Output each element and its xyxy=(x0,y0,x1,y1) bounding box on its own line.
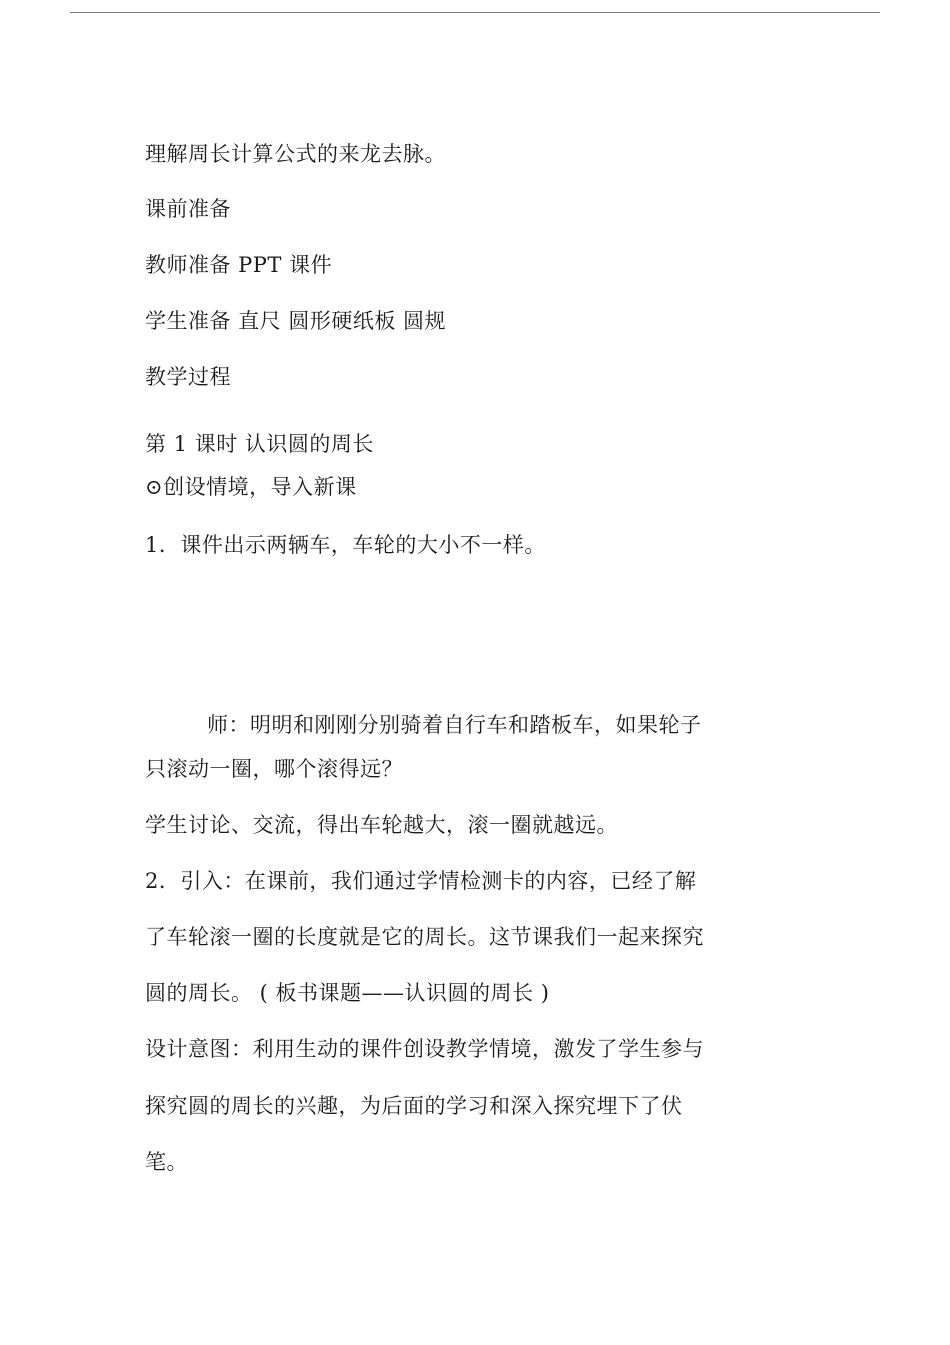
text-line-step-1: 1．课件出示两辆车，车轮的大小不一样。 xyxy=(145,533,546,557)
text-line-design-intent-cont: 探究圆的周长的兴趣，为后面的学习和深入探究埋下了伏 xyxy=(145,1094,683,1118)
text-line-step-2-end: 圆的周长。 ( 板书课题——认识圆的周长 ) xyxy=(145,981,550,1005)
text-line-student-prep: 学生准备 直尺 圆形硬纸板 圆规 xyxy=(145,309,447,333)
text-line-teacher-prep: 教师准备 PPT 课件 xyxy=(145,253,333,277)
text-line-teacher-question-cont: 只滚动一圈，哪个滚得远？ xyxy=(145,757,403,781)
text-line-design-intent: 设计意图：利用生动的课件创设教学情境，激发了学生参与 xyxy=(145,1037,704,1061)
lesson-title: 第 1 课时 认识圆的周长 xyxy=(145,432,374,456)
section-heading-process: 教学过程 xyxy=(145,365,231,389)
text-line-design-intent-end: 笔。 xyxy=(145,1150,188,1174)
text-line-1: 理解周长计算公式的来龙去脉。 xyxy=(145,142,446,166)
text-line-step-2: 2．引入：在课前，我们通过学情检测卡的内容，已经了解 xyxy=(145,869,697,893)
text-line-step-2-cont: 了车轮滚一圈的长度就是它的周长。这节课我们一起来探究 xyxy=(145,925,704,949)
text-line-discussion: 学生讨论、交流，得出车轮越大，滚一圈就越远。 xyxy=(145,813,618,837)
section-heading-preparation: 课前准备 xyxy=(145,197,231,221)
header-rule xyxy=(70,12,880,13)
text-line-teacher-question: 师：明明和刚刚分别骑着自行车和踏板车，如果轮子 xyxy=(207,713,702,737)
subsection-heading: ⊙创设情境，导入新课 xyxy=(145,475,357,499)
